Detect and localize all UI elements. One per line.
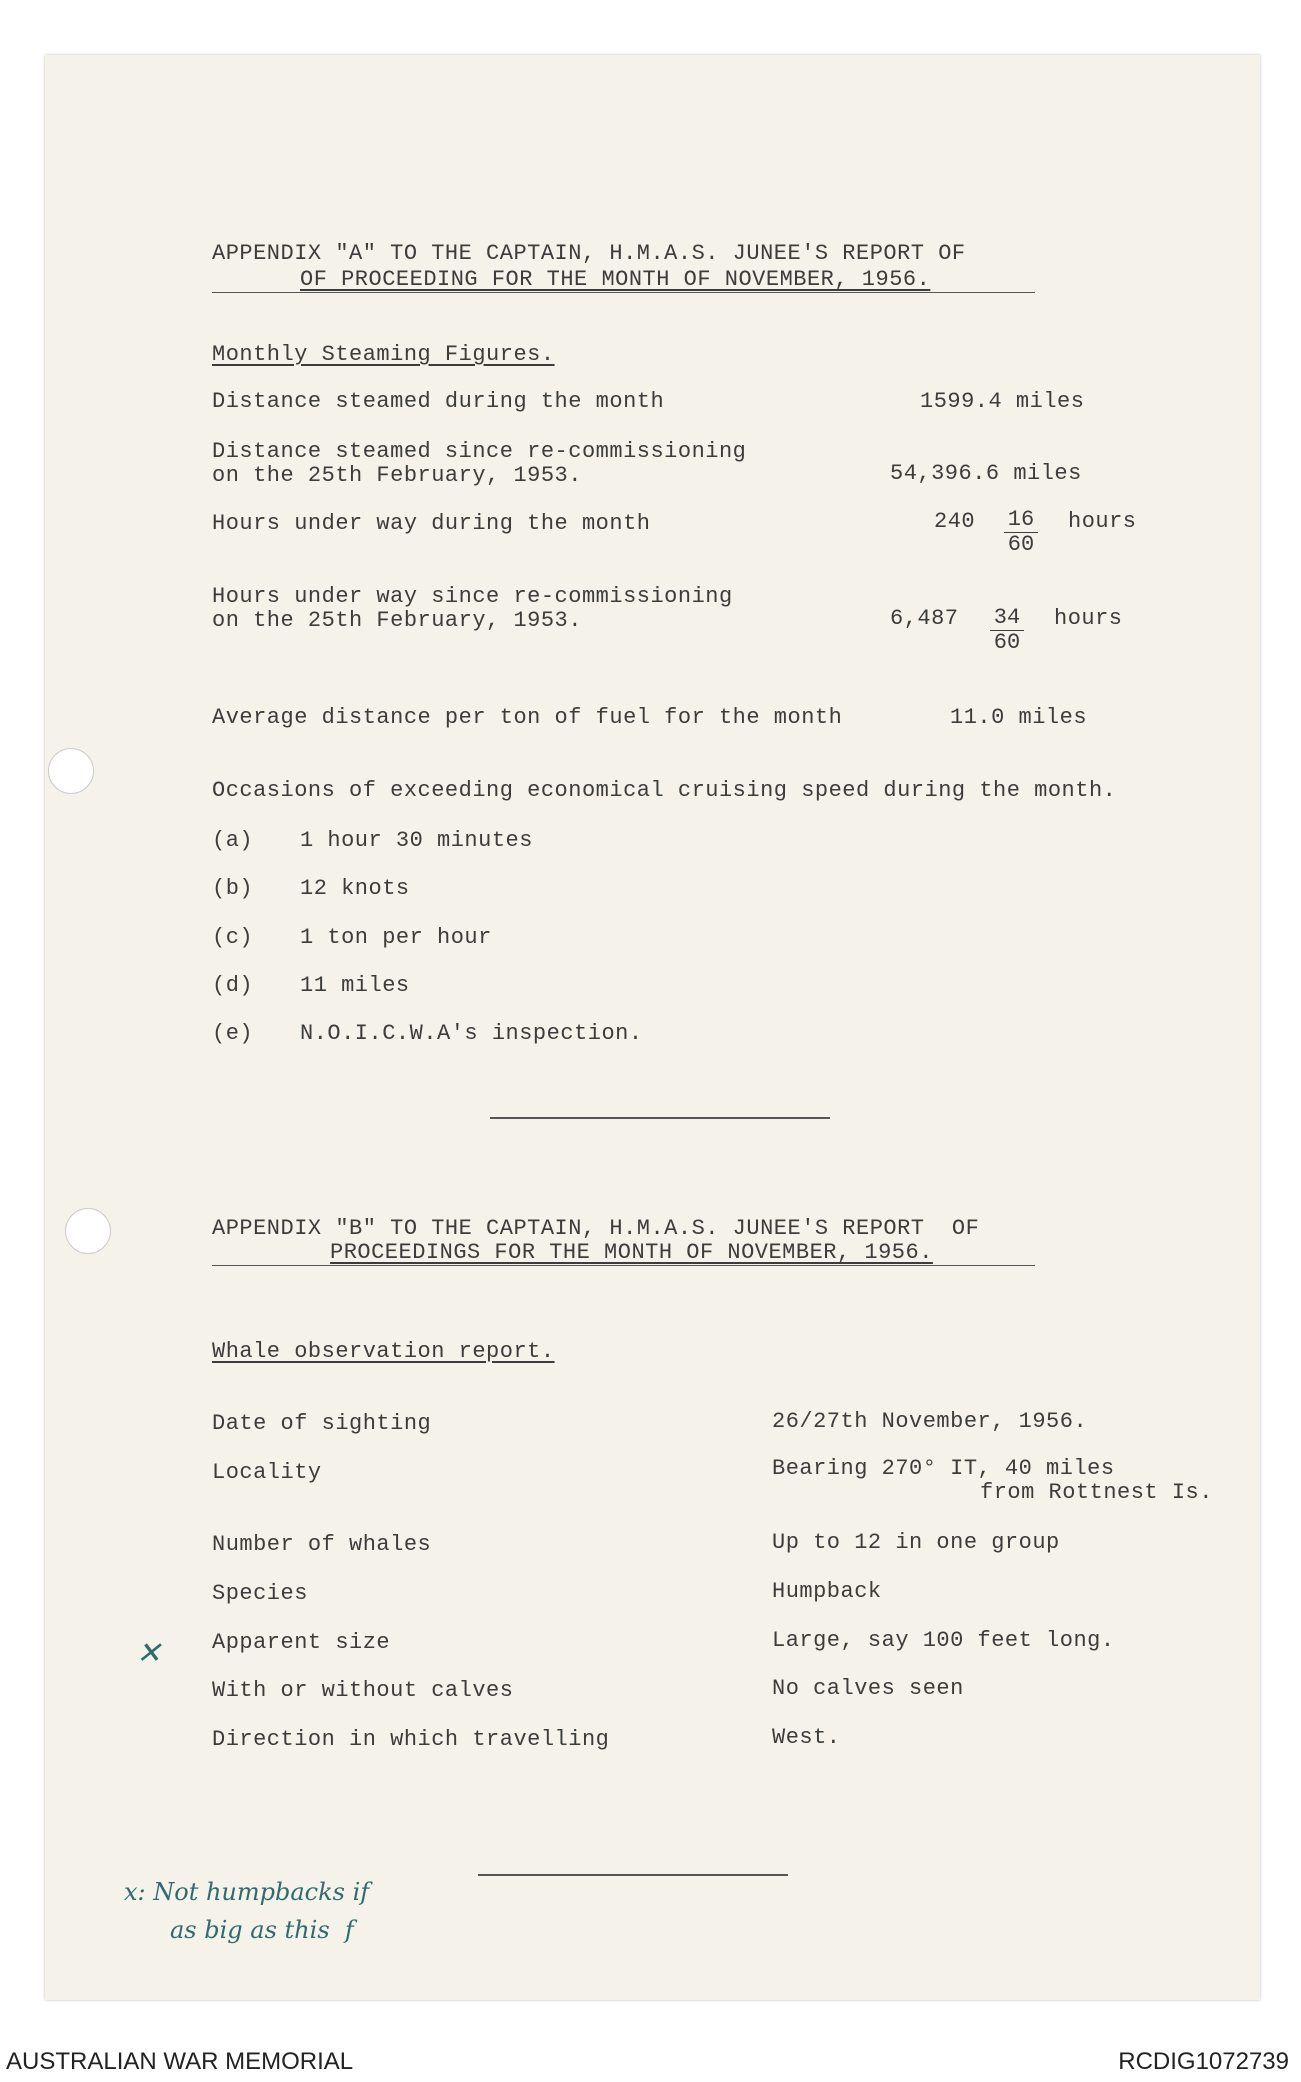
whale-row-label: Number of whales bbox=[212, 1532, 432, 1557]
distance-since-value: 54,396.6 miles bbox=[890, 461, 1082, 486]
item-marker: (d) bbox=[212, 973, 254, 998]
item-marker: (a) bbox=[212, 828, 254, 853]
appendix-b-heading-line1: APPENDIX "B" TO THE CAPTAIN, H.M.A.S. JUNEE'S REPORT OF bbox=[212, 1216, 980, 1241]
item-marker: (c) bbox=[212, 925, 254, 950]
hours-since-whole: 6,487 bbox=[890, 606, 959, 631]
hours-month-fraction bbox=[1004, 508, 1038, 557]
distance-month-value: 1599.4 miles bbox=[920, 389, 1085, 414]
whale-row-label: Direction in which travelling bbox=[212, 1727, 610, 1752]
whale-row-value: West. bbox=[772, 1725, 841, 1750]
heading-underline bbox=[212, 1265, 1035, 1266]
distance-since-label-line1: Distance steamed since re-commissioning bbox=[212, 439, 747, 464]
heading-underline bbox=[212, 292, 1035, 293]
steaming-figures-title: Monthly Steaming Figures. bbox=[212, 342, 555, 367]
item-text: 1 hour 30 minutes bbox=[300, 828, 533, 853]
whale-row-value: Bearing 270° IT, 40 miles bbox=[772, 1456, 1115, 1481]
fraction-numerator: 16 bbox=[1004, 508, 1038, 533]
item-marker: (e) bbox=[212, 1021, 254, 1046]
hours-month-unit: hours bbox=[1068, 509, 1137, 534]
section-divider bbox=[478, 1874, 788, 1876]
hours-since-label-line1: Hours under way since re-commissioning bbox=[212, 584, 733, 609]
whale-row-value: Up to 12 in one group bbox=[772, 1530, 1060, 1555]
footer-id: RCDIG1072739 bbox=[1118, 2048, 1289, 2075]
whale-row-label: Locality bbox=[212, 1460, 322, 1485]
whale-row-label: Species bbox=[212, 1581, 308, 1606]
punch-hole bbox=[48, 748, 94, 794]
whale-row-value: Large, say 100 feet long. bbox=[772, 1628, 1115, 1653]
punch-hole bbox=[65, 1208, 111, 1254]
item-text: 1 ton per hour bbox=[300, 925, 492, 950]
whale-row-value: No calves seen bbox=[772, 1676, 964, 1701]
fraction-denominator: 60 bbox=[1007, 532, 1035, 557]
whale-row-value: Humpback bbox=[772, 1579, 882, 1604]
whale-row-label: With or without calves bbox=[212, 1678, 514, 1703]
hours-since-fraction bbox=[990, 606, 1024, 655]
appendix-b-heading-line2: PROCEEDINGS FOR THE MONTH OF NOVEMBER, 1956. bbox=[330, 1240, 933, 1265]
average-distance-value: 11.0 miles bbox=[950, 705, 1088, 730]
handwritten-note-line2: as big as this f bbox=[170, 1916, 354, 1944]
distance-month-label: Distance steamed during the month bbox=[212, 389, 665, 414]
fraction-denominator: 60 bbox=[993, 630, 1021, 655]
whale-row-label: Apparent size bbox=[212, 1630, 391, 1655]
footer-source: AUSTRALIAN WAR MEMORIAL bbox=[6, 2048, 354, 2075]
average-distance-label: Average distance per ton of fuel for the month bbox=[212, 705, 843, 730]
whale-row-value: 26/27th November, 1956. bbox=[772, 1409, 1088, 1434]
appendix-a-heading-line2: OF PROCEEDING FOR THE MONTH OF NOVEMBER, 1956. bbox=[300, 267, 931, 292]
hours-month-label: Hours under way during the month bbox=[212, 511, 651, 536]
item-text: N.O.I.C.W.A's inspection. bbox=[300, 1021, 643, 1046]
hours-since-unit: hours bbox=[1054, 606, 1123, 631]
hours-month-whole: 240 bbox=[934, 509, 976, 534]
handwritten-margin-mark: ✕ bbox=[136, 1636, 162, 1671]
item-marker: (b) bbox=[212, 876, 254, 901]
section-divider bbox=[490, 1117, 830, 1119]
occasions-title: Occasions of exceeding economical cruising speed during the month. bbox=[212, 778, 1117, 803]
hours-since-label-line2: on the 25th February, 1953. bbox=[212, 608, 582, 633]
whale-report-title: Whale observation report. bbox=[212, 1339, 555, 1364]
whale-row-label: Date of sighting bbox=[212, 1411, 432, 1436]
distance-since-label-line2: on the 25th February, 1953. bbox=[212, 463, 582, 488]
item-text: 11 miles bbox=[300, 973, 410, 998]
handwritten-note-line1: x: Not humpbacks if bbox=[124, 1878, 370, 1906]
item-text: 12 knots bbox=[300, 876, 410, 901]
fraction-numerator: 34 bbox=[990, 606, 1024, 631]
whale-row-value-line2: from Rottnest Is. bbox=[980, 1480, 1213, 1505]
appendix-a-heading-line1: APPENDIX "A" TO THE CAPTAIN, H.M.A.S. JUNEE'S REPORT OF bbox=[212, 241, 966, 266]
